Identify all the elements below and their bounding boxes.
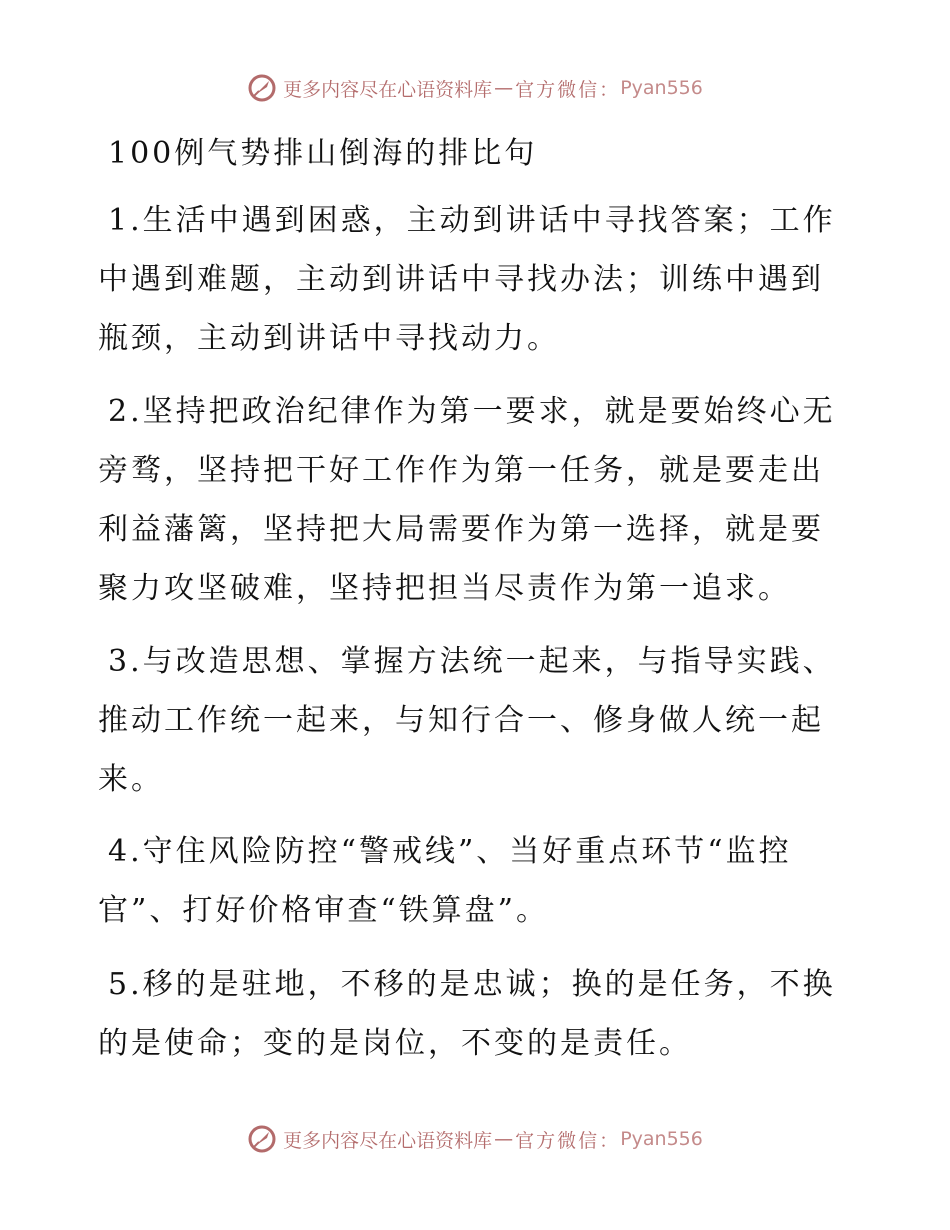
watermark-label: 官方微信：: [515, 1129, 621, 1152]
footer-watermark: [0, 1124, 950, 1154]
paragraph-4: 4.守住风险防控“警戒线”、当好重点环节“监控官”、打好价格审查“铁算盘”。: [98, 834, 792, 928]
document-title: 100例气势排山倒海的排比句: [108, 136, 538, 171]
quill-logo-icon: [247, 73, 277, 103]
watermark-wechat-id: Pyan556: [620, 77, 703, 99]
paragraph-3: 3.与改造思想、掌握方法统一起来，与指导实践、推动工作统一起来，与知行合一、修身做人统一起来。: [98, 644, 836, 797]
watermark-text: 更多内容尽在心语资料库: [283, 78, 493, 101]
paragraph-2: 2.坚持把政治纪律作为第一要求，就是要始终心无旁骛，坚持把干好工作作为第一任务，就是要走出利益藩篱，坚持把大局需要作为第一选择，就是要聚力攻坚破难，坚持把担当尽责作为第一追求。: [98, 394, 836, 606]
watermark-separator: —: [494, 77, 514, 99]
paragraph-5: 5.移的是驻地，不移的是忠诚；换的是任务，不换的是使命；变的是岗位，不变的是责任。: [98, 967, 836, 1061]
paragraph-1: 1.生活中遇到困惑，主动到讲话中寻找答案；工作中遇到难题，主动到讲话中寻找办法；训练中遇到瓶颈，主动到讲话中寻找动力。: [98, 203, 836, 356]
watermark-separator: —: [494, 1128, 514, 1150]
watermark-label: 官方微信：: [515, 78, 621, 101]
watermark-text: 更多内容尽在心语资料库: [283, 1129, 493, 1152]
watermark-wechat-id: Pyan556: [620, 1128, 703, 1150]
quill-logo-icon: [247, 1124, 277, 1154]
header-watermark: [0, 73, 950, 103]
